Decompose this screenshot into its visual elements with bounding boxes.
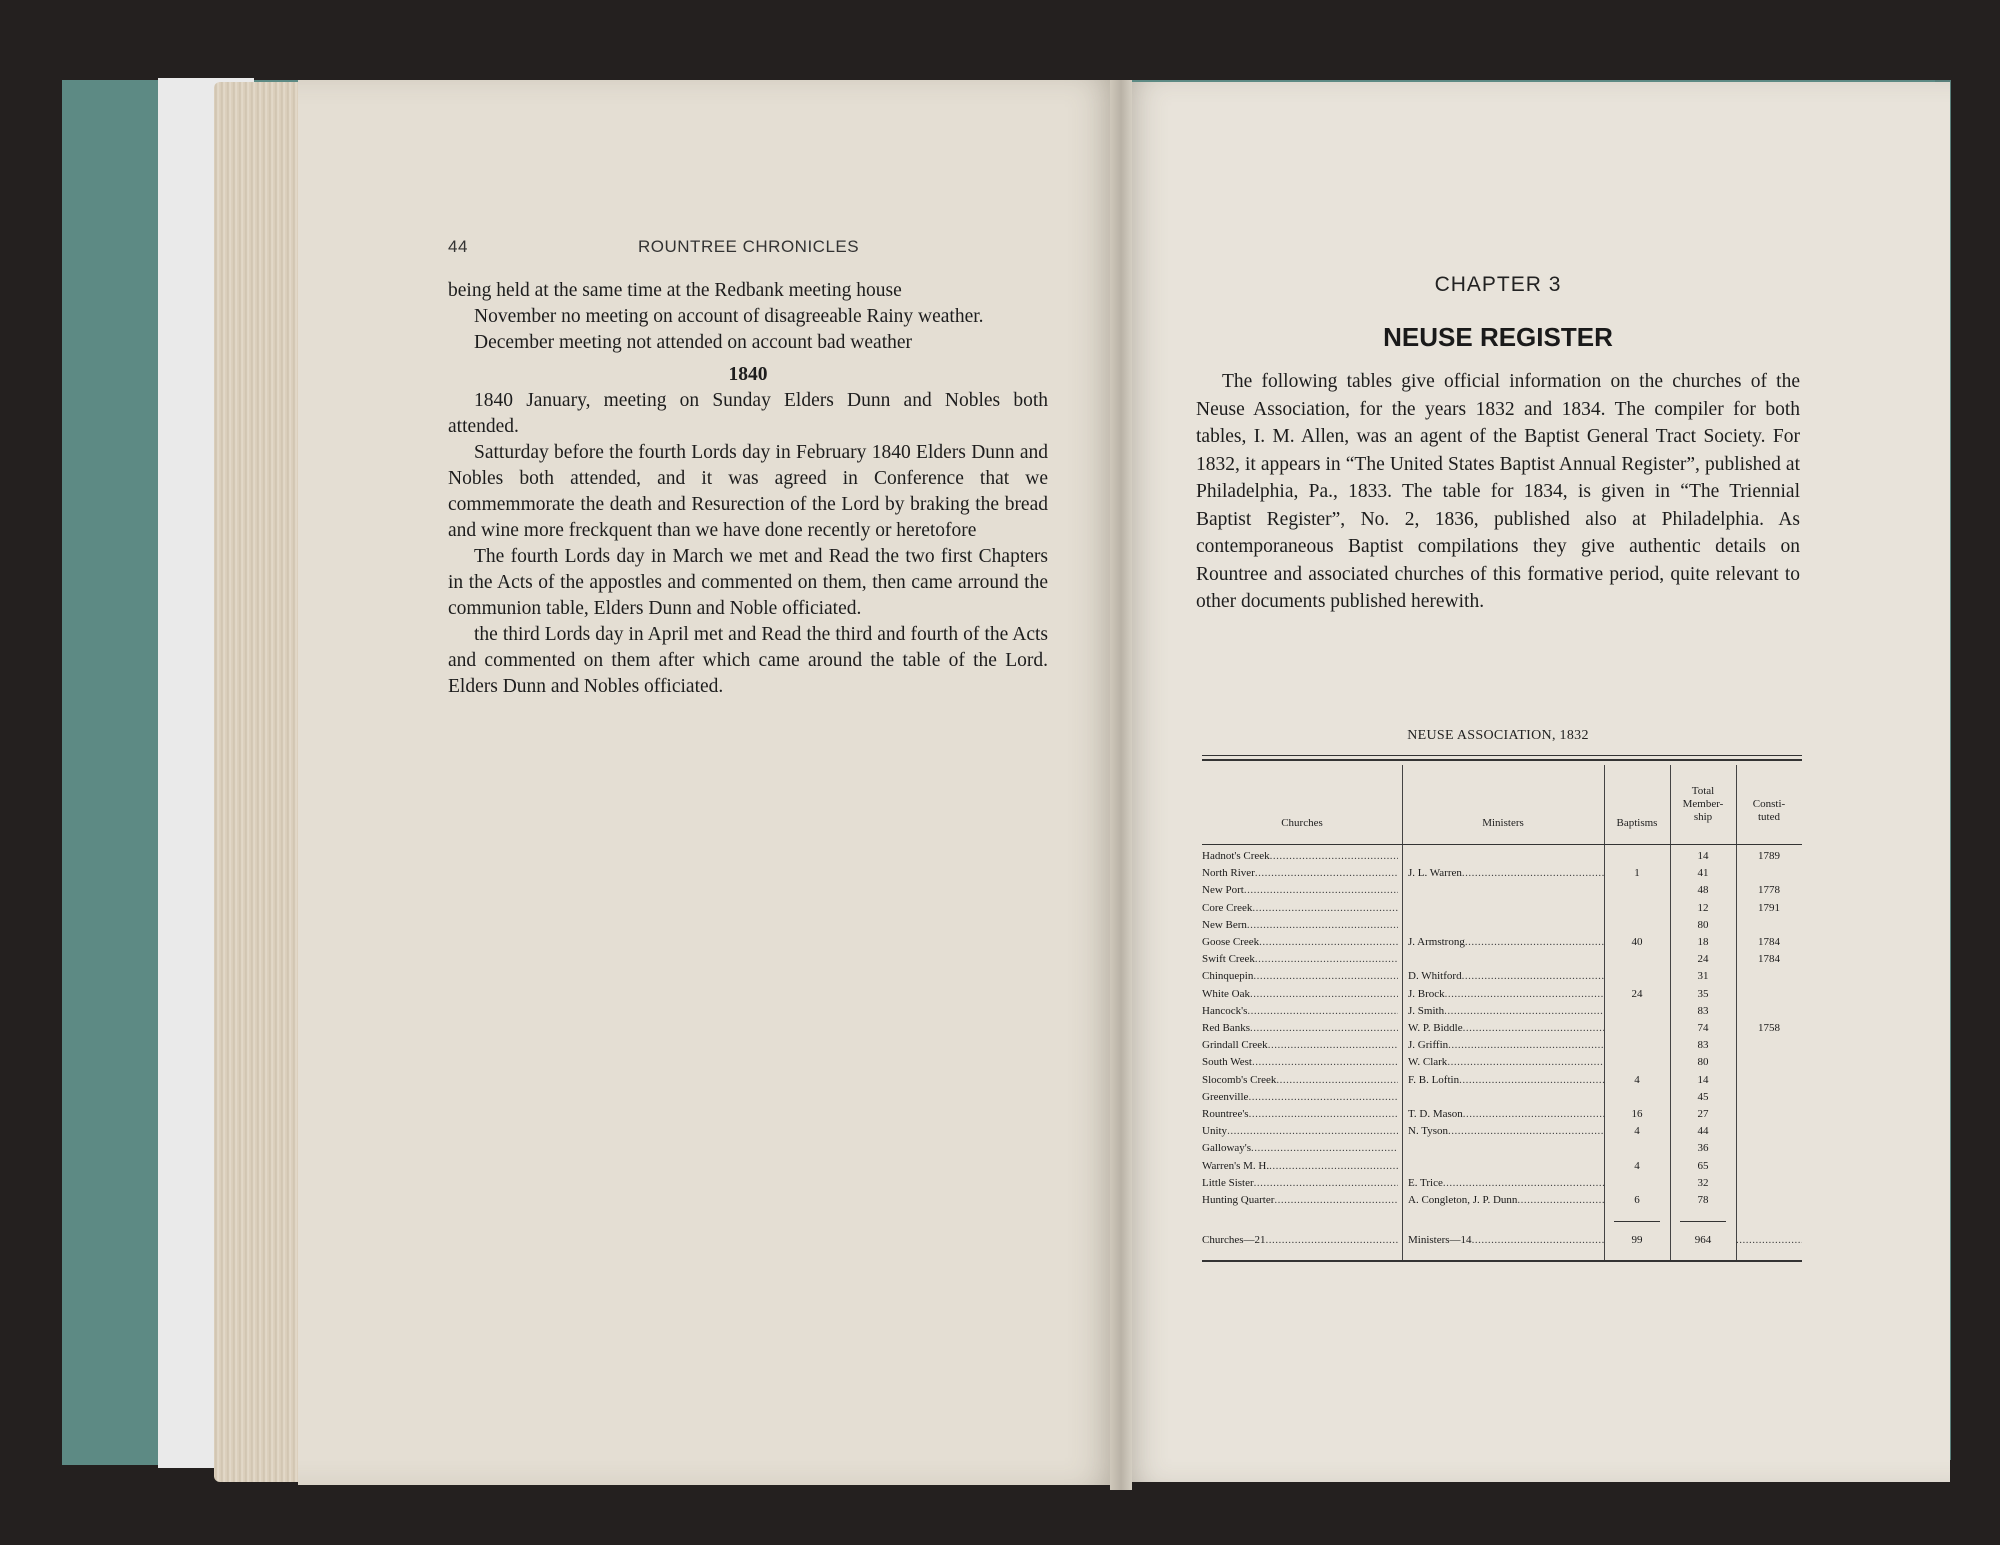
church-cell-text: Unity [1202, 1125, 1228, 1138]
minister-cell-text: J. Smith [1408, 1004, 1445, 1017]
running-head-title: ROUNTREE CHRONICLES [638, 237, 860, 256]
table-totals-row [1202, 1234, 1802, 1251]
baptisms-cell-text: 1 [1634, 867, 1640, 880]
baptisms-cell [1604, 867, 1670, 879]
membership-cell [1670, 1142, 1736, 1154]
church-cell [1202, 902, 1398, 914]
constituted-cell-text: 1784 [1758, 953, 1780, 966]
membership-cell-text: 44 [1697, 1125, 1709, 1138]
table-row [1202, 936, 1802, 953]
membership-cell-text: 65 [1697, 1159, 1709, 1172]
baptisms-cell [1604, 1074, 1670, 1086]
total-baptisms: 99 [1631, 1234, 1643, 1246]
table-row [1202, 953, 1802, 970]
church-cell-text: Warren's M. H. [1202, 1159, 1270, 1172]
table-row [1202, 1108, 1802, 1125]
header-membership [1670, 785, 1736, 824]
minister-cell-text: E. Trice [1408, 1176, 1443, 1189]
membership-cell-text: 18 [1697, 936, 1709, 948]
table-row [1202, 1039, 1802, 1056]
table-row [1202, 1194, 1802, 1211]
membership-cell [1670, 1194, 1736, 1206]
total-constituted [1736, 1234, 1802, 1246]
constituted-cell [1736, 936, 1802, 948]
church-cell [1202, 988, 1398, 1000]
table-row [1202, 1142, 1802, 1159]
total-ministers [1408, 1234, 1604, 1246]
church-cell [1202, 1074, 1398, 1086]
church-cell-text: New Bern [1202, 918, 1247, 931]
table-row [1202, 884, 1802, 901]
church-cell [1202, 1160, 1398, 1172]
church-cell [1202, 1194, 1398, 1206]
page-number: 44 [448, 237, 468, 256]
constituted-cell-text: 1791 [1758, 901, 1780, 914]
neuse-association-table [1202, 755, 1802, 1270]
constituted-cell-text: 1758 [1758, 1022, 1780, 1034]
minister-cell-text: A. Congleton, J. P. Dunn [1408, 1194, 1518, 1206]
constituted-cell-text: 1778 [1758, 884, 1780, 897]
baptisms-cell [1604, 1194, 1670, 1206]
church-cell [1202, 1091, 1398, 1103]
paragraph: The fourth Lords day in March we met and Read the two first Chapters in the Acts of the appostles and commented on them, then came arround the communion table, Elders Dunn and Noble officiated. [448, 546, 1048, 619]
minister-cell-text: T. D. Mason [1408, 1108, 1463, 1120]
church-cell-text: Hunting Quarter [1202, 1194, 1275, 1206]
membership-cell [1670, 1160, 1736, 1172]
table-row [1202, 1074, 1802, 1091]
minister-cell [1408, 1074, 1604, 1086]
total-churches-label: Churches—21 [1202, 1234, 1266, 1246]
baptisms-cell [1604, 1125, 1670, 1137]
header-membership-line: Total [1691, 785, 1715, 797]
membership-cell-text: 35 [1697, 987, 1709, 1000]
table-row [1202, 902, 1802, 919]
header-constituted-line: tuted [1758, 811, 1780, 823]
intro-paragraph: The following tables give official information on the churches of the Neuse Association, for the years 1832 and 1834. The compiler for both tables, I. M. Allen, was an agent of the Baptist General Tract Society. For 1832, it appears in “The United States Baptist Annual Register”, published at Philadelphia, Pa., 1833. The table for 1834, is given in “The Triennial Baptist Register”, No. 2, 1836, published also at Philadelphia. As contemporaneous Baptist compilations they give authentic details on Rountree and associated churches of this formative period, quite relevant to other documents published herewith. [1196, 371, 1800, 612]
church-cell-text: White Oak [1202, 987, 1250, 1000]
baptisms-cell-text: 4 [1634, 1159, 1640, 1172]
church-cell [1202, 919, 1398, 931]
membership-cell-text: 14 [1697, 850, 1709, 862]
church-cell [1202, 1177, 1398, 1189]
membership-cell-text: 31 [1697, 970, 1709, 983]
church-cell [1202, 1056, 1398, 1068]
membership-cell [1670, 1125, 1736, 1137]
membership-cell-text: 74 [1697, 1022, 1709, 1034]
baptisms-cell [1604, 1108, 1670, 1120]
table-row [1202, 1160, 1802, 1177]
baptisms-cell [1604, 1160, 1670, 1172]
church-cell [1202, 1108, 1398, 1120]
membership-cell-text: 80 [1697, 1056, 1709, 1069]
table-row [1202, 1091, 1802, 1108]
minister-cell-text: J. Armstrong [1408, 936, 1465, 948]
church-cell-text: Greenville [1202, 1090, 1249, 1103]
minister-cell [1408, 1108, 1604, 1120]
constituted-cell [1736, 1022, 1802, 1034]
paragraph: December meeting not attended on account bad weather [474, 332, 913, 353]
membership-cell-text: 32 [1697, 1176, 1709, 1189]
table-row [1202, 1177, 1802, 1194]
total-ministers-label: Ministers—14 [1408, 1234, 1472, 1246]
membership-cell-text: 14 [1697, 1073, 1709, 1086]
baptisms-cell-text: 4 [1634, 1073, 1640, 1086]
page-block-edges [214, 82, 304, 1482]
table-bottom-rule [1202, 1260, 1802, 1262]
church-cell [1202, 867, 1398, 879]
minister-cell [1408, 1056, 1604, 1068]
minister-cell-text: J. L. Warren [1408, 867, 1462, 880]
paragraph: 1840 January, meeting on Sunday Elders Dunn and Nobles both attended. [448, 390, 1048, 437]
table-rule [1202, 755, 1802, 756]
minister-cell [1408, 988, 1604, 1000]
constituted-cell-text: 1784 [1758, 936, 1780, 948]
minister-cell-text: N. Tyson [1408, 1125, 1448, 1138]
church-cell [1202, 1005, 1398, 1017]
membership-cell [1670, 850, 1736, 862]
sum-rule [1680, 1221, 1726, 1222]
baptisms-cell-text: 4 [1634, 1125, 1640, 1138]
church-cell-text: Chinquepin [1202, 970, 1254, 983]
minister-cell [1408, 1194, 1604, 1206]
table-row [1202, 1005, 1802, 1022]
church-cell-text: New Port [1202, 884, 1244, 897]
church-cell [1202, 850, 1398, 862]
membership-cell [1670, 884, 1736, 896]
church-cell-text: Swift Creek [1202, 953, 1255, 966]
church-cell-text: Goose Creek [1202, 936, 1260, 948]
constituted-cell [1736, 884, 1802, 896]
minister-cell [1408, 970, 1604, 982]
church-cell-text: Rountree's [1202, 1108, 1249, 1120]
minister-cell [1408, 936, 1604, 948]
membership-cell-text: 24 [1697, 953, 1709, 966]
membership-cell [1670, 1177, 1736, 1189]
church-cell [1202, 953, 1398, 965]
baptisms-cell-text: 40 [1631, 936, 1643, 948]
church-cell-text: Slocomb's Creek [1202, 1073, 1277, 1086]
membership-cell [1670, 1022, 1736, 1034]
table-row [1202, 1125, 1802, 1142]
membership-cell-text: 78 [1697, 1194, 1709, 1206]
minister-cell [1408, 1022, 1604, 1034]
membership-cell [1670, 1056, 1736, 1068]
table-row [1202, 1022, 1802, 1039]
membership-cell [1670, 970, 1736, 982]
year-heading: 1840 [728, 364, 768, 385]
baptisms-cell [1604, 988, 1670, 1000]
baptisms-cell-text: 16 [1631, 1108, 1643, 1120]
left-page-body [448, 278, 1048, 700]
chapter-label: CHAPTER 3 [1434, 273, 1562, 296]
membership-cell-text: 41 [1697, 867, 1709, 880]
minister-cell-text: W. P. Biddle [1408, 1022, 1463, 1034]
membership-cell-text: 45 [1697, 1090, 1709, 1103]
membership-cell-text: 36 [1697, 1142, 1709, 1155]
baptisms-cell [1604, 936, 1670, 948]
membership-cell-text: 27 [1697, 1108, 1709, 1120]
table-row [1202, 970, 1802, 987]
minister-cell [1408, 1039, 1604, 1051]
membership-cell [1670, 953, 1736, 965]
minister-cell-text: W. Clark [1408, 1056, 1448, 1069]
table-row [1202, 867, 1802, 884]
table-caption: NEUSE ASSOCIATION, 1832 [1407, 728, 1589, 743]
membership-cell-text: 83 [1697, 1039, 1709, 1052]
membership-cell [1670, 919, 1736, 931]
header-membership-line: Member- [1682, 798, 1724, 810]
paragraph: the third Lords day in April met and Read the third and fourth of the Acts and commented on them after which came around the table of the Lord. Elders Dunn and Nobles officiated. [448, 624, 1048, 697]
header-ministers: Ministers [1482, 817, 1524, 829]
church-cell [1202, 936, 1398, 948]
minister-cell-text: D. Whitford [1408, 970, 1462, 983]
header-churches: Churches [1281, 817, 1323, 829]
membership-cell [1670, 1108, 1736, 1120]
table-row [1202, 1056, 1802, 1073]
church-cell [1202, 884, 1398, 896]
membership-cell [1670, 1091, 1736, 1103]
table-rule [1202, 759, 1802, 761]
church-cell [1202, 1022, 1398, 1034]
membership-cell [1670, 936, 1736, 948]
church-cell [1202, 970, 1398, 982]
membership-cell [1670, 902, 1736, 914]
church-cell-text: North River [1202, 867, 1255, 880]
church-cell [1202, 1039, 1398, 1051]
membership-cell [1670, 988, 1736, 1000]
membership-cell-text: 12 [1697, 901, 1709, 914]
church-cell-text: South West [1202, 1056, 1252, 1069]
book-gutter [1110, 80, 1132, 1490]
church-cell-text: Little Sister [1202, 1176, 1254, 1189]
membership-cell-text: 80 [1697, 918, 1709, 931]
header-constituted [1736, 798, 1802, 824]
church-cell-text: Hadnot's Creek [1202, 850, 1270, 862]
constituted-cell [1736, 902, 1802, 914]
minister-cell [1408, 1125, 1604, 1137]
header-baptisms: Baptisms [1616, 817, 1658, 829]
membership-cell [1670, 867, 1736, 879]
church-cell-text: Grindall Creek [1202, 1039, 1268, 1052]
church-cell-text: Red Banks [1202, 1022, 1250, 1034]
paragraph: November no meeting on account of disagreeable Rainy weather. [474, 306, 984, 327]
table-row [1202, 850, 1802, 867]
total-churches [1202, 1234, 1398, 1246]
chapter-title: NEUSE REGISTER [1383, 322, 1613, 352]
table-row [1202, 919, 1802, 936]
membership-cell [1670, 1074, 1736, 1086]
church-cell-text: Hancock's [1202, 1004, 1248, 1017]
sum-rule [1614, 1221, 1660, 1222]
header-constituted-line: Consti- [1752, 798, 1786, 810]
church-cell-text: Galloway's [1202, 1142, 1252, 1155]
paragraph: Satturday before the fourth Lords day in February 1840 Elders Dunn and Nobles both attended, and it was agreed in Conference that we commemmorate the death and Resurection of the Lord by braking the bread and wine more freckquent than we have done recently or heretofore [448, 442, 1048, 541]
church-cell-text: Core Creek [1202, 901, 1253, 914]
membership-cell-text: 48 [1697, 884, 1709, 897]
table-header-rule [1202, 844, 1802, 845]
constituted-cell [1736, 953, 1802, 965]
minister-cell-text: J. Brock [1408, 987, 1445, 1000]
minister-cell [1408, 1005, 1604, 1017]
table-row [1202, 988, 1802, 1005]
church-cell [1202, 1125, 1398, 1137]
total-membership: 964 [1694, 1234, 1712, 1246]
membership-cell [1670, 1005, 1736, 1017]
membership-cell [1670, 1039, 1736, 1051]
constituted-cell-text: 1789 [1758, 850, 1780, 862]
paragraph: being held at the same time at the Redbank meeting house [448, 280, 902, 301]
church-cell [1202, 1142, 1398, 1154]
header-membership-line: ship [1693, 811, 1713, 823]
constituted-cell [1736, 850, 1802, 862]
baptisms-cell-text: 24 [1631, 987, 1643, 1000]
membership-cell-text: 83 [1697, 1004, 1709, 1017]
baptisms-cell-text: 6 [1634, 1194, 1640, 1206]
minister-cell [1408, 1177, 1604, 1189]
minister-cell [1408, 867, 1604, 879]
minister-cell-text: J. Griffin [1408, 1039, 1449, 1052]
minister-cell-text: F. B. Loftin [1408, 1073, 1460, 1086]
